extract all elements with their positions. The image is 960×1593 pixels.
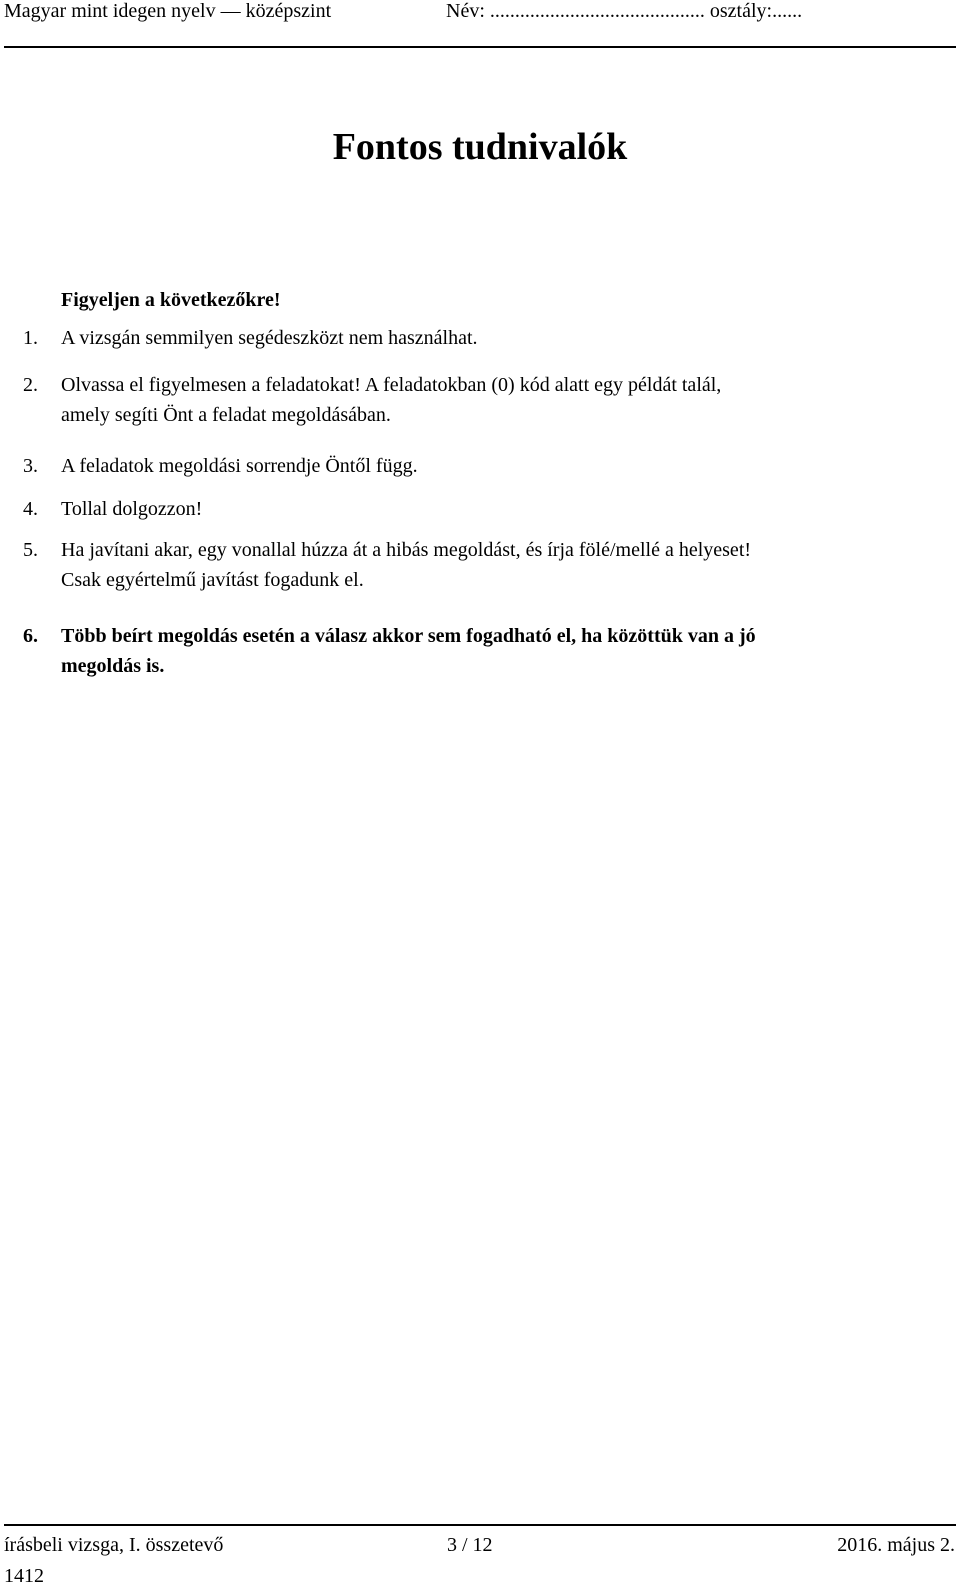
list-item-number: 3. bbox=[23, 455, 38, 477]
header-subject: Magyar mint idegen nyelv — középszint bbox=[4, 0, 332, 22]
footer-page-number: 3 / 12 bbox=[447, 1534, 493, 1556]
list-item-line: A vizsgán semmilyen segédeszközt nem használhat. bbox=[61, 327, 478, 349]
list-item-line: amely segíti Önt a feladat megoldásában. bbox=[61, 404, 391, 426]
list-item-line: Csak egyértelmű javítást fogadunk el. bbox=[61, 569, 364, 591]
page-header bbox=[4, 0, 955, 26]
list-item-number: 4. bbox=[23, 498, 38, 520]
list-item-text bbox=[61, 370, 956, 430]
footer-rule bbox=[4, 1524, 956, 1526]
footer-code: 1412 bbox=[4, 1565, 44, 1587]
list-item-number: 5. bbox=[23, 539, 38, 561]
page-title: Fontos tudnivalók bbox=[332, 126, 628, 168]
list-item-line: Tollal dolgozzon! bbox=[61, 498, 203, 520]
list-item-number: 2. bbox=[23, 374, 38, 396]
list-item-line: A feladatok megoldási sorrendje Öntől függ. bbox=[61, 455, 418, 477]
list-item-text bbox=[61, 451, 956, 481]
list-item-number: 6. bbox=[23, 625, 38, 647]
list-item-text bbox=[61, 621, 956, 681]
header-rule bbox=[4, 46, 956, 48]
list-item-number: 1. bbox=[23, 327, 38, 349]
list-item-text bbox=[61, 535, 956, 595]
list-item-text bbox=[61, 494, 956, 524]
footer-exam-label: írásbeli vizsga, I. összetevő bbox=[4, 1534, 224, 1556]
list-item-line: megoldás is. bbox=[61, 655, 165, 677]
list-item-line: Ha javítani akar, egy vonallal húzza át a hibás megoldást, és írja fölé/mellé a helyeset! bbox=[61, 539, 752, 561]
list-item-line: Olvassa el figyelmesen a feladatokat! A feladatokban (0) kód alatt egy példát talál, bbox=[61, 374, 722, 396]
footer-date: 2016. május 2. bbox=[837, 1534, 955, 1556]
list-item-line: Több beírt megoldás esetén a válasz akkor sem fogadható el, ha közöttük van a jó bbox=[61, 625, 756, 647]
intro-heading: Figyeljen a következőkre! bbox=[61, 289, 281, 311]
header-name-field: Név: ........................................... osztály:...... bbox=[446, 0, 803, 22]
list-item-text bbox=[61, 323, 956, 353]
